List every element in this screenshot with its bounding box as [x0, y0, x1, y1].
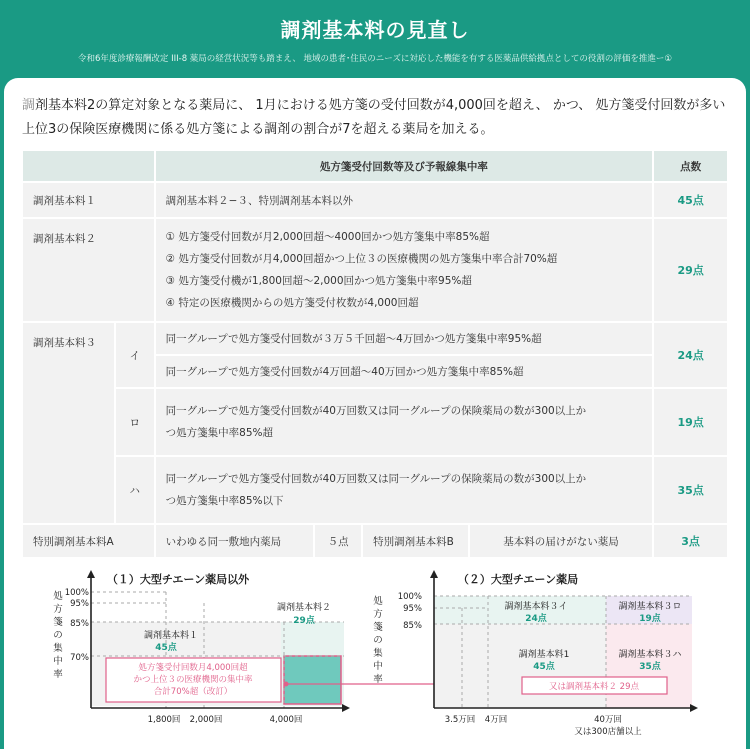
table-row: [22, 524, 728, 558]
svg-text:の: の: [53, 630, 63, 641]
row-sub-label: ハ: [115, 456, 155, 524]
xtick: 4万回: [484, 715, 508, 725]
row-points-inline: ５点: [314, 524, 362, 558]
table-header-row: [22, 150, 728, 182]
svg-text:集: 集: [53, 643, 63, 654]
region1-points: 45点: [155, 643, 177, 653]
row-points: 3点: [653, 524, 728, 558]
r3i-label: 調剤基本料３イ: [504, 602, 568, 612]
row-points: 29点: [653, 218, 728, 322]
row-desc: いわゆる同一敷地内薬局: [155, 524, 315, 558]
header-points: 点数: [653, 150, 728, 182]
xtick-note: 又は300店舗以上: [574, 727, 642, 737]
intro-lead-char: 調: [22, 98, 36, 113]
row-label: 調剤基本料１: [22, 182, 155, 218]
ytick: 85%: [403, 621, 422, 631]
xtick: 3.5万回: [444, 715, 476, 725]
ytick: 70%: [70, 653, 89, 663]
xtick: 1,800回: [147, 715, 181, 725]
table-row: [22, 388, 728, 456]
r1-points: 45点: [533, 662, 555, 672]
row-points: 19点: [653, 388, 728, 456]
region-1: [434, 624, 606, 708]
row-label: 特別調剤基本料A: [22, 524, 155, 558]
table-row: [22, 182, 728, 218]
svg-text:箋: 箋: [373, 622, 383, 633]
fee-table: [21, 149, 729, 559]
svg-text:方: 方: [53, 604, 63, 615]
note-text: 又は調剤基本料２ 29点: [548, 682, 640, 692]
chart-right-title: （２）大型チエーン薬局: [457, 573, 579, 586]
intro-body: 剤基本料2の算定対象となる薬局に、 1月における処方箋の受付回数が4,000回を超え、 かつ、 処方箋受付回数が多い上位3の保険医療機関に係る処方箋による調剤の割合が7を超える薬局を加える。: [22, 98, 726, 137]
row-label: 調剤基本料２: [22, 218, 155, 322]
y-axis-label: [373, 595, 383, 685]
row-criteria: 調剤基本料２−３、特別調剤基本料以外: [155, 182, 654, 218]
region1-label: 調剤基本料１: [143, 631, 199, 641]
y-axis-arrow-icon: [430, 570, 438, 578]
chart-left: [46, 566, 356, 746]
row-criteria: 同一グループで処方箋受付回数が40万回数又は同一グループの保険薬局の数が300以上か つ処方箋集中率85%以下: [155, 456, 654, 524]
row-criteria: 同一グループで処方箋受付回数が40万回数又は同一グループの保険薬局の数が300以上か つ処方箋集中率85%超: [155, 388, 654, 456]
ytick: 100%: [64, 588, 89, 598]
row-desc-b: 基本料の届けがない薬局: [469, 524, 653, 558]
xtick: 4,000回: [269, 715, 303, 725]
row-sub-label: ロ: [115, 388, 155, 456]
table-row: [22, 218, 728, 322]
table-row: [22, 456, 728, 524]
y-axis-arrow-icon: [87, 570, 95, 578]
svg-text:率: 率: [53, 669, 63, 680]
page-title: 調剤基本料の見直し: [280, 18, 470, 42]
region2-points: 29点: [293, 616, 315, 626]
r1-label: 調剤基本料1: [518, 650, 570, 660]
ytick: 95%: [70, 599, 89, 609]
row-criteria: ① 処方箋受付回数が月2,000回超～4000回かつ処方箋集中率85%超 ② 処方箋受付回数が月4,000回超かつ上位３の医療機関の処方箋集中率合計70%超 ③ 処方箋受付機が1,800回超～2,000回かつ処方箋集中率95%超 ④ 特定の医療機関からの処方箋受付枚数が4,000回超: [155, 218, 654, 322]
header-criteria: 処方箋受付回数等及び予報線集中率: [155, 150, 654, 182]
r3i-points: 24点: [525, 614, 547, 624]
row-sub-label: イ: [115, 322, 155, 388]
row-label-b: 特別調剤基本料B: [362, 524, 469, 558]
svg-text:中: 中: [53, 656, 63, 667]
ylabel-char: 処: [53, 591, 63, 602]
row-criteria: 同一グループで処方箋受付回数が３万５千回超～4万回かつ処方箋集中率95%超: [155, 322, 654, 355]
chart-left-title: （１）大型チエーン薬局以外: [106, 573, 250, 586]
r3ha-label: 調剤基本料３ハ: [618, 650, 682, 660]
row-points: 24点: [653, 322, 728, 388]
intro-text: [22, 94, 734, 142]
x-axis-arrow-icon: [342, 704, 350, 712]
svg-text:処: 処: [373, 596, 383, 607]
note-line: 合計70%超（改訂）: [153, 687, 233, 697]
row-points: 35点: [653, 456, 728, 524]
region2-label: 調剤基本料２: [276, 603, 332, 613]
svg-text:集: 集: [373, 648, 383, 659]
svg-text:率: 率: [373, 674, 383, 685]
x-axis-arrow-icon: [690, 704, 698, 712]
note-line: 処方箋受付回数月4,000回超: [138, 663, 248, 673]
table-row: [22, 322, 728, 355]
row-label: 調剤基本料３: [22, 322, 115, 524]
ytick: 85%: [70, 619, 89, 629]
r3ha-points: 35点: [639, 662, 661, 672]
row-criteria: 同一グループで処方箋受付回数が4万回超～40万回かつ処方箋集中率85%超: [155, 355, 654, 388]
page-subtitle: 令和6年度診療報酬改定 III-8 薬局の経営状況等も踏まえ、 地域の患者･住民のニーズに対応した機能を有する医薬品供給拠点としての役割の評価を推進ー①: [78, 54, 672, 64]
r3ro-points: 19点: [639, 614, 661, 624]
ytick: 100%: [397, 592, 422, 602]
svg-text:中: 中: [373, 661, 383, 672]
svg-text:箋: 箋: [53, 617, 63, 628]
row-points: 45点: [653, 182, 728, 218]
y-axis-label: [53, 590, 63, 680]
svg-text:方: 方: [373, 609, 383, 620]
ytick: 95%: [403, 604, 422, 614]
svg-text:の: の: [373, 635, 383, 646]
chart-right: [368, 566, 708, 746]
r3ro-label: 調剤基本料３ロ: [618, 602, 682, 612]
xtick: 40万回: [594, 715, 622, 725]
note-line: かつ上位３の医療機関の集中率: [133, 675, 253, 685]
xtick: 2,000回: [189, 715, 223, 725]
